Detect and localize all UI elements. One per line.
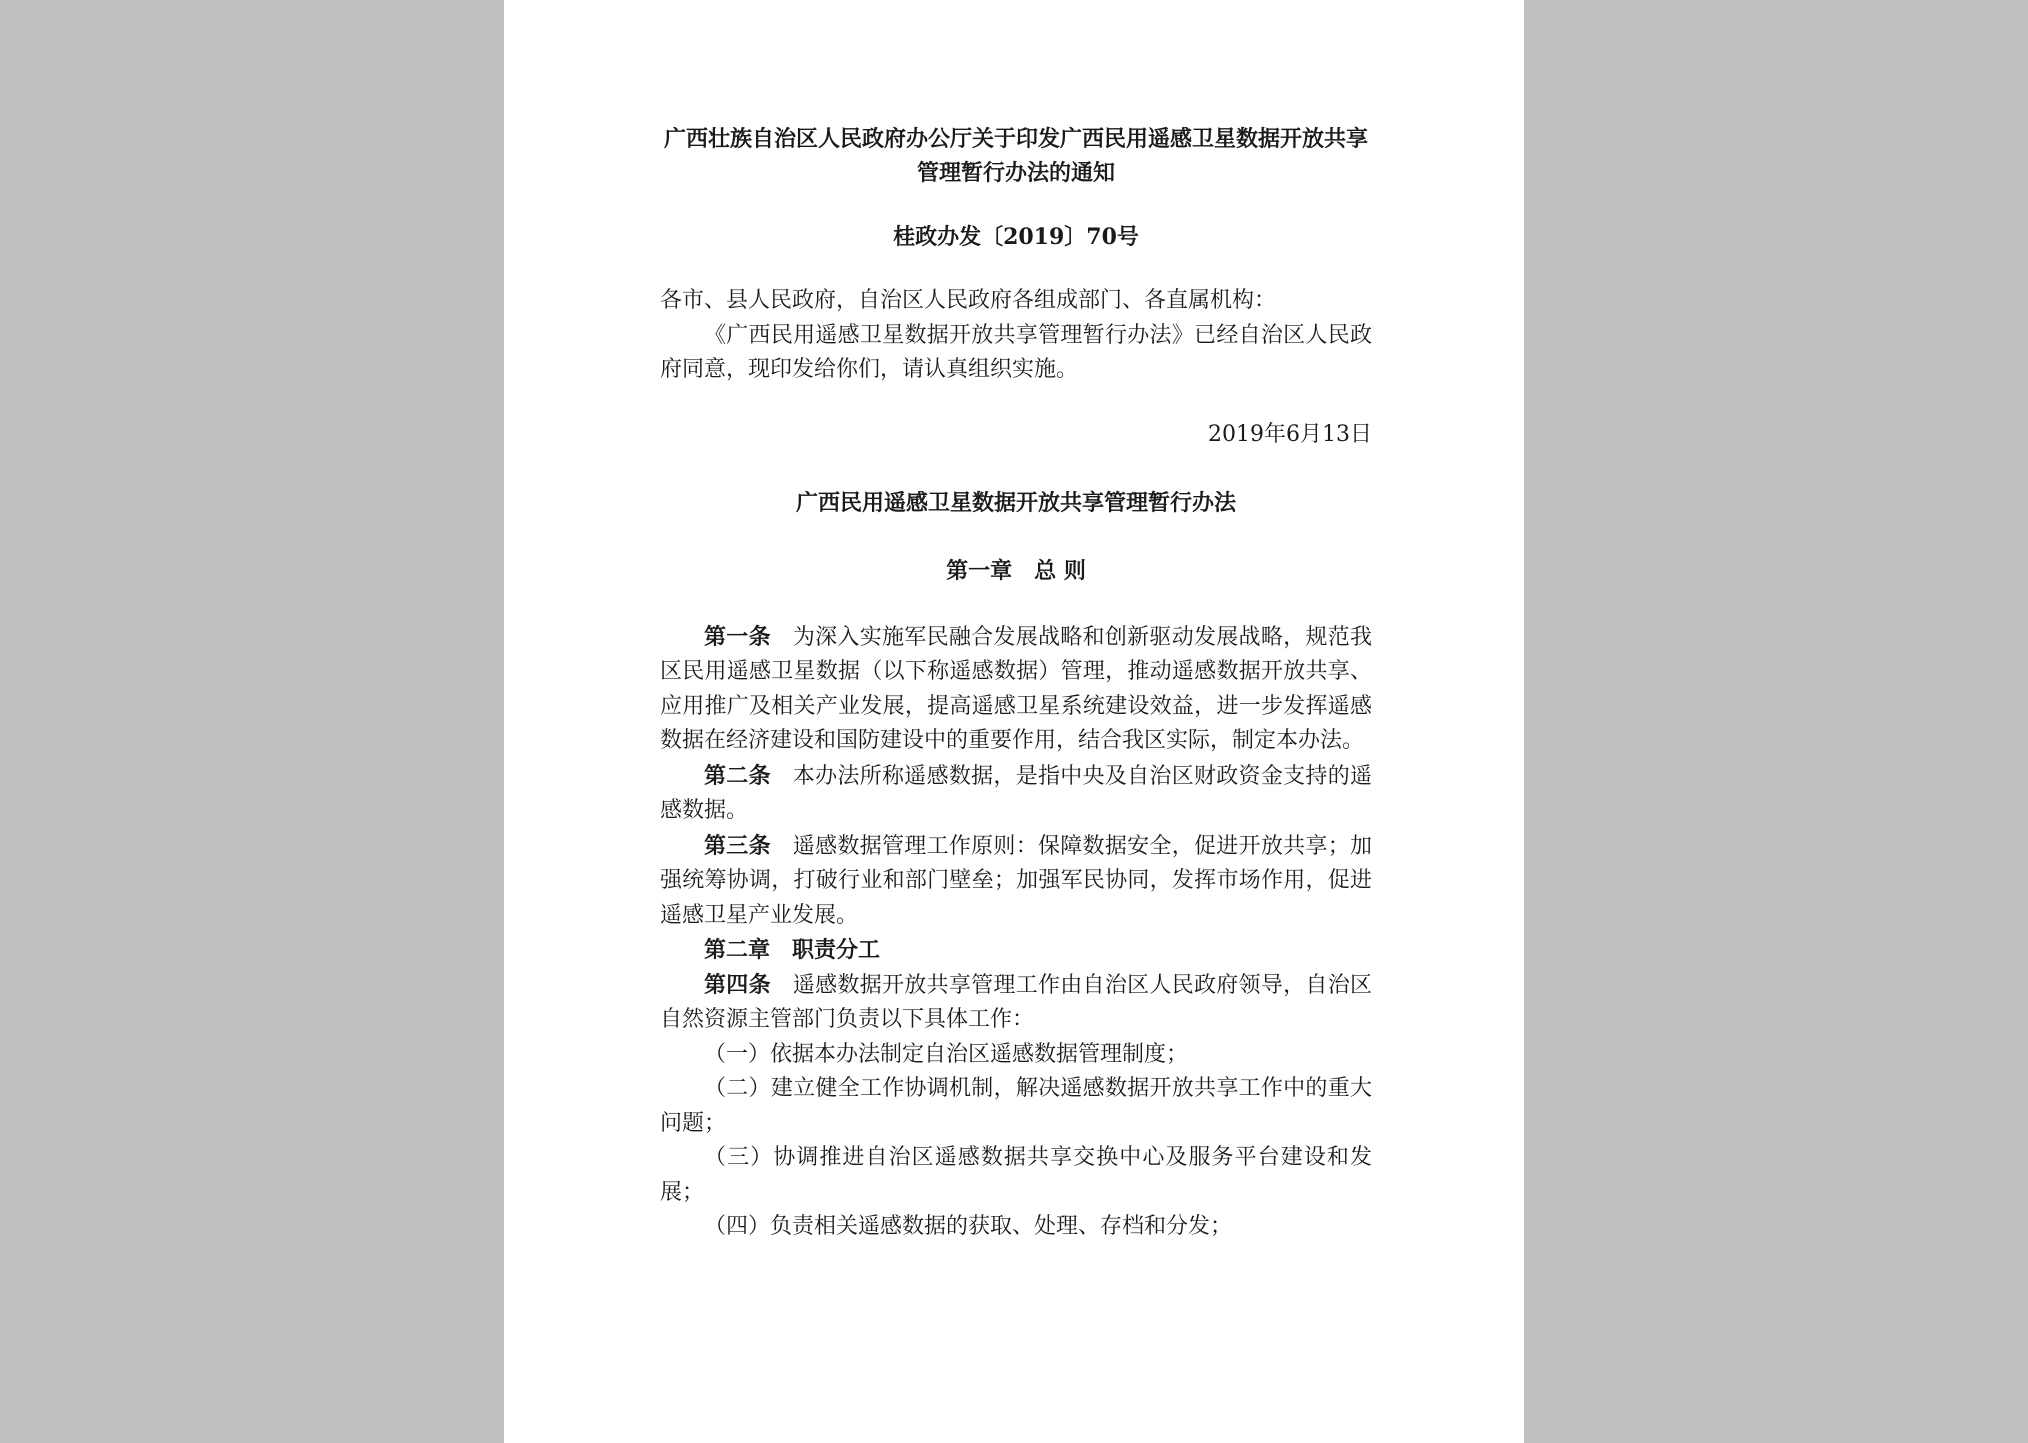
intro-paragraph: 《广西民用遥感卫星数据开放共享管理暂行办法》已经自治区人民政府同意，现印发给你们，请认真组织实施。 xyxy=(660,322,1372,382)
article-4-item-4: （四）负责相关遥感数据的获取、处理、存档和分发； xyxy=(704,1214,1233,1239)
document-number: 桂政办发〔2019〕70号 xyxy=(893,224,1139,250)
addressee: 各市、县人民政府，自治区人民政府各组成部门、各直属机构： xyxy=(660,288,1277,313)
notice-title: 广西壮族自治区人民政府办公厅关于印发广西民用遥感卫星数据开放共享管理暂行办法的通知 xyxy=(663,126,1368,186)
article-4 xyxy=(660,968,1372,1038)
article-1-text: 为深入实施军民融合发展战略和创新驱动发展战略，规范我区民用遥感卫星数据（以下称遥感数据）管理，推动遥感数据开放共享、应用推广及相关产业发展，提高遥感卫星系统建设效益，进一步发挥遥感数据在经济建设和国防建设中的重要作用，结合我区实际，制定本办法。 xyxy=(660,624,1372,753)
article-3 xyxy=(660,829,1372,934)
article-1 xyxy=(660,620,1372,759)
measures-title: 广西民用遥感卫星数据开放共享管理暂行办法 xyxy=(795,489,1236,516)
article-2-text: 本办法所称遥感数据，是指中央及自治区财政资金支持的遥感数据。 xyxy=(660,763,1372,823)
article-4-item-3: （三）协调推进自治区遥感数据共享交换中心及服务平台建设和发展； xyxy=(660,1145,1372,1205)
article-2-label: 第二条 xyxy=(704,762,771,789)
article-3-text: 遥感数据管理工作原则：保障数据安全，促进开放共享；加强统筹协调，打破行业和部门壁垒；加强军民协同，发挥市场作用，促进遥感卫星产业发展。 xyxy=(660,833,1372,928)
article-4-item-1: （一）依据本办法制定自治区遥感数据管理制度； xyxy=(704,1041,1189,1067)
chapter-2-heading: 第二章 职责分工 xyxy=(704,937,881,963)
issue-date: 2019年6月13日 xyxy=(1208,421,1372,447)
chapter-1-heading: 第一章 总 则 xyxy=(946,557,1086,584)
article-3-label: 第三条 xyxy=(704,832,771,859)
page-content xyxy=(660,122,1372,1245)
article-4-text: 遥感数据开放共享管理工作由自治区人民政府领导，自治区自然资源主管部门负责以下具体工作： xyxy=(660,972,1372,1032)
article-4-label: 第四条 xyxy=(704,971,771,998)
article-2 xyxy=(660,759,1372,829)
document-page xyxy=(504,0,1524,1443)
article-1-label: 第一条 xyxy=(704,623,771,650)
article-4-item-2: （二）建立健全工作协调机制，解决遥感数据开放共享工作中的重大问题； xyxy=(660,1076,1372,1136)
